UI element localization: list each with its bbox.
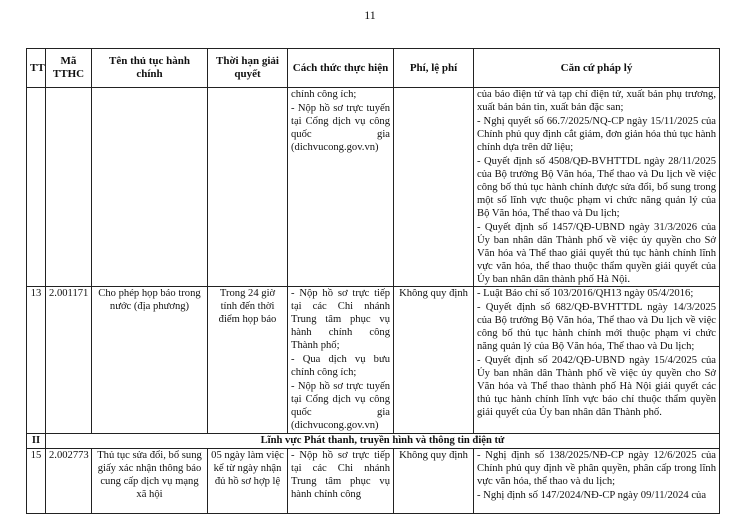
legal-item: - Nghị định số 147/2024/NĐ-CP ngày 09/11/2024 của — [477, 490, 707, 501]
page-number: 11 — [364, 8, 376, 22]
section-title: Lĩnh vực Phát thanh, truyền hình và thông tin điện tử — [46, 434, 720, 449]
cell-name: Cho phép họp báo trong nước (địa phương) — [92, 287, 208, 434]
legal-item: - Nghị định số 138/2025/NĐ-CP ngày 12/6/2025 của Chính phủ quy định về phân quyền, phân cấp trong lĩnh vực văn hóa, thể thao và du lịch; — [477, 450, 716, 487]
legal-item: - Quyết định số 1457/QĐ-UBND ngày 31/3/2026 của Ủy ban nhân dân Thành phố về việc ủy quyền cho Sở Văn hóa và Thể thao giải quyết thủ tục hành chính lĩnh vực văn hóa, thể thao thuộc thẩm quyền giải quyết của Ủy ban nhân dân thành phố Hà Nội. — [477, 222, 716, 285]
cell-tt: 13 — [27, 287, 46, 434]
section-row — [27, 434, 720, 449]
cell-legal — [474, 287, 720, 434]
section-number: II — [27, 434, 46, 449]
header-legal-basis: Căn cứ pháp lý — [474, 49, 720, 88]
cell-tt — [27, 88, 46, 287]
procedures-table — [26, 48, 720, 514]
cell-fee: Không quy định — [394, 287, 474, 434]
legal-item: - Quyết định số 682/QĐ-BVHTTDL ngày 14/3/2025 của Bộ trưởng Bộ Văn hóa, Thể thao và Du lịch về việc công bố thủ tục hành chính mới thuộc phạm vi chức năng quản lý của Bộ Văn hóa, Thể thao và Du lịch; — [477, 302, 716, 352]
cell-ma — [46, 88, 92, 287]
header-procedure-name: Tên thủ tục hành chính — [92, 49, 208, 88]
table-row-continued — [27, 88, 720, 287]
table-row — [27, 287, 720, 434]
header-method: Cách thức thực hiện — [288, 49, 394, 88]
cell-time: 05 ngày làm việc kể từ ngày nhận đủ hồ sơ hợp lệ — [208, 449, 288, 514]
cell-time — [208, 88, 288, 287]
method-item: - Nộp hồ sơ trực tuyến tại Cổng dịch vụ công quốc gia (dichvucong.gov.vn) — [291, 103, 390, 153]
cell-legal — [474, 449, 720, 514]
header-fee: Phí, lệ phí — [394, 49, 474, 88]
legal-item: - Luật Báo chí số 103/2016/QH13 ngày 05/4/2016; — [477, 288, 694, 299]
legal-item: - Quyết định số 2042/QĐ-UBND ngày 15/4/2025 của Ủy ban nhân dân Thành phố về việc ủy quyền cho Sở Văn hóa và Thể thao thành phố Hà Nội giải quyết các thủ tục hành chính lĩnh vực báo chí thuộc thẩm quyền giải quyết của Ủy ban nhân dân Thành phố. — [477, 355, 716, 418]
cell-time: Trong 24 giờ tính đến thời điểm họp báo — [208, 287, 288, 434]
cell-legal — [474, 88, 720, 287]
cell-fee: Không quy định — [394, 449, 474, 514]
cell-name — [92, 88, 208, 287]
header-tt: TT — [27, 49, 46, 88]
cell-ma: 2.001171 — [46, 287, 92, 434]
cell-ma: 2.002773 — [46, 449, 92, 514]
header-ma-tthc: Mã TTHC — [46, 49, 92, 88]
legal-item: - Nghị quyết số 66.7/2025/NQ-CP ngày 15/11/2025 của Chính phủ quy định cắt giảm, đơn giản hóa thủ tục hành chính dựa trên dữ liệu; — [477, 116, 716, 153]
method-item: chính công ích; — [291, 89, 357, 100]
cell-fee — [394, 88, 474, 287]
method-item: - Qua dịch vụ bưu chính công ích; — [291, 354, 390, 378]
legal-item: - Quyết định số 4508/QĐ-BVHTTDL ngày 28/11/2025 của Bộ trưởng Bộ Văn hóa, Thể thao và Du lịch về việc công bố thủ tục hành chính được sửa đổi, bổ sung trong một số lĩnh vực thuộc phạm vi chức năng quản lý của Bộ Văn hóa, Thể thao và Du lịch; — [477, 156, 716, 219]
cell-tt: 15 — [27, 449, 46, 514]
cell-method — [288, 88, 394, 287]
table-header-row — [27, 49, 720, 88]
method-item: - Nộp hồ sơ trực tiếp tại các Chi nhánh Trung tâm phục vụ hành chính công — [291, 450, 390, 500]
method-item: - Nộp hồ sơ trực tiếp tại các Chi nhánh Trung tâm phục vụ hành chính công Thành phố; — [291, 288, 390, 351]
header-time-limit: Thời hạn giải quyết — [208, 49, 288, 88]
cell-method — [288, 287, 394, 434]
cell-name: Thủ tục sửa đổi, bổ sung giấy xác nhận thông báo cung cấp dịch vụ mạng xã hội — [92, 449, 208, 514]
cell-method — [288, 449, 394, 514]
method-item: - Nộp hồ sơ trực tuyến tại Cổng dịch vụ công quốc gia (dichvucong.gov.vn) — [291, 381, 390, 431]
table-row — [27, 449, 720, 514]
legal-item: của báo điện tử và tạp chí điện tử, xuất bản phụ trương, xuất bản bản tin, xuất bản đặc san; — [477, 89, 716, 113]
